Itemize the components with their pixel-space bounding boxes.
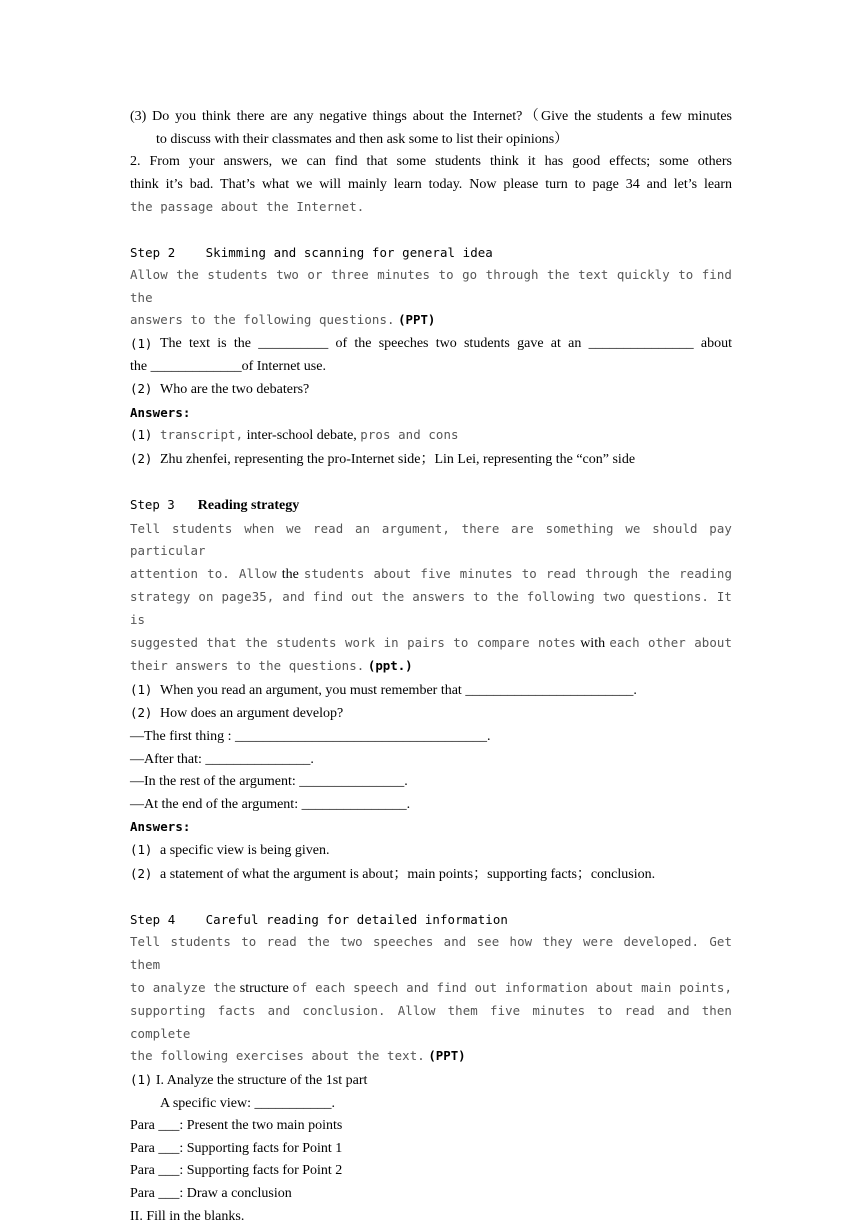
step-3-answer-1-text: a specific view is being given. xyxy=(160,843,330,858)
step-3-desc-line-5 xyxy=(130,655,732,679)
step-2-question-2 xyxy=(130,378,732,402)
step-3-desc-line-4 xyxy=(130,632,732,656)
step-2-question-1-line-1 xyxy=(130,333,732,356)
step-4-desc-line-2a: to analyze the xyxy=(130,980,236,995)
step-3-heading-label: Step 3 xyxy=(130,497,175,512)
step-2-answer-2-number: (2) xyxy=(130,448,160,471)
step-4-exercise-1-number: (1) xyxy=(130,1072,152,1087)
step-3-answer-2-text: a statement of what the argument is about；main points；supporting facts；conclusion. xyxy=(160,867,655,882)
question-3-line-1: (3) Do you think there are any negative things about the Internet?（Give the students a few minutes xyxy=(130,106,732,129)
step-4-ppt-tag: (PPT) xyxy=(428,1048,465,1063)
spacer xyxy=(130,472,732,495)
step-2-answer-1 xyxy=(130,424,732,448)
step-4-para-2: Para ___: Supporting facts for Point 1 xyxy=(130,1138,732,1161)
question-3-line-2: to discuss with their classmates and then ask some to list their opinions） xyxy=(130,129,732,152)
step-4-fill-in-blanks: II. Fill in the blanks. xyxy=(130,1206,732,1228)
step-3-development-3: —In the rest of the argument: _______________. xyxy=(130,771,732,794)
step-2-answers-label: Answers: xyxy=(130,402,732,425)
document-page xyxy=(130,106,732,1228)
step-3-development-4: —At the end of the argument: _______________. xyxy=(130,794,732,817)
step-3-desc-line-2a: attention to. Allow xyxy=(130,566,277,581)
step-3-question-1 xyxy=(130,679,732,703)
step-3-desc-line-1: Tell students when we read an argument, there are something we should pay particular xyxy=(130,518,732,563)
step-2-answer-2-text: Zhu zhenfei, representing the pro-Internet side；Lin Lei, representing the “con” side xyxy=(160,452,635,467)
step-2-answer-1-number: (1) xyxy=(130,424,160,447)
step-4-desc-line-4 xyxy=(130,1045,732,1069)
step-3-answer-1-number: (1) xyxy=(130,839,160,862)
step-2-desc-text: answers to the following questions. xyxy=(130,312,395,327)
step-4-para-3: Para ___: Supporting facts for Point 2 xyxy=(130,1160,732,1183)
step-2-question-2-text: Who are the two debaters? xyxy=(160,382,309,397)
step-3-desc-line-2c: students about five minutes to read through the reading xyxy=(304,566,732,581)
step-4-desc-line-2b: structure xyxy=(240,981,289,996)
step-3-question-1-number: (1) xyxy=(130,679,160,702)
step-2-heading: Step 2 Skimming and scanning for general idea xyxy=(130,242,732,265)
step-4-desc-line-2c: of each speech and find out information about main points, xyxy=(292,980,732,995)
step-2-answer-2 xyxy=(130,448,732,472)
step-3-heading xyxy=(130,494,732,518)
step-3-desc-line-5-text: their answers to the questions. xyxy=(130,658,364,673)
step-3-development-1: —The first thing : ____________________________________. xyxy=(130,726,732,749)
step-4-desc-line-4-text: the following exercises about the text. xyxy=(130,1048,425,1063)
step-2-question-1-text: The text is the __________ of the speeches two students gave at an _______________ about xyxy=(160,333,732,356)
step-4-desc-line-3: supporting facts and conclusion. Allow them five minutes to read and then complete xyxy=(130,1000,732,1045)
step-2-desc-line-2 xyxy=(130,309,732,333)
step-4-heading: Step 4 Careful reading for detailed information xyxy=(130,909,732,932)
step-2-answer-1-part-2: inter-school debate, xyxy=(247,428,357,443)
step-3-development-2: —After that: _______________. xyxy=(130,749,732,772)
step-3-desc-line-4b: with xyxy=(580,636,605,651)
step-2-question-1-line-2: the _____________of Internet use. xyxy=(130,356,732,379)
step-4-para-4: Para ___: Draw a conclusion xyxy=(130,1183,732,1206)
paragraph-2-line-2: think it’s bad. That’s what we will mainly learn today. Now please turn to page 34 and let’s learn xyxy=(130,174,732,197)
step-3-desc-line-3: strategy on page35, and find out the answers to the following two questions. It is xyxy=(130,586,732,631)
spacer xyxy=(130,886,732,909)
step-2-answer-1-part-3: pros and cons xyxy=(360,427,458,442)
step-3-question-2 xyxy=(130,702,732,726)
spacer xyxy=(130,219,732,242)
step-2-ppt-tag: (PPT) xyxy=(398,312,435,327)
step-3-desc-line-2b: the xyxy=(282,567,299,582)
step-2-desc-line-1: Allow the students two or three minutes to go through the text quickly to find the xyxy=(130,264,732,309)
step-3-desc-line-4c: each other about xyxy=(609,635,732,650)
step-3-heading-title: Reading strategy xyxy=(198,498,300,513)
step-3-question-1-text: When you read an argument, you must remember that ________________________. xyxy=(160,683,637,698)
step-3-answers-label: Answers: xyxy=(130,816,732,839)
step-3-ppt-tag: (ppt.) xyxy=(368,658,413,673)
step-4-specific-view: A specific view: ___________. xyxy=(130,1093,732,1116)
step-2-answer-1-part-1: transcript, xyxy=(160,427,243,442)
step-2-question-2-number: (2) xyxy=(130,378,160,401)
step-3-question-2-text: How does an argument develop? xyxy=(160,706,343,721)
step-3-answer-1 xyxy=(130,839,732,863)
step-4-exercise-1 xyxy=(130,1069,732,1093)
step-3-answer-2-number: (2) xyxy=(130,863,160,886)
step-4-desc-line-1: Tell students to read the two speeches and see how they were developed. Get them xyxy=(130,931,732,976)
step-3-desc-line-2 xyxy=(130,563,732,587)
step-3-desc-line-4a: suggested that the students work in pairs to compare notes xyxy=(130,635,576,650)
step-3-answer-2 xyxy=(130,863,732,887)
step-2-question-1-number: (1) xyxy=(130,333,160,356)
step-4-para-1: Para ___: Present the two main points xyxy=(130,1115,732,1138)
step-4-exercise-1-title: I. Analyze the structure of the 1st part xyxy=(156,1073,367,1088)
paragraph-2-line-1: 2. From your answers, we can find that some students think it has good effects; some others xyxy=(130,151,732,174)
paragraph-2-line-3: the passage about the Internet. xyxy=(130,196,732,219)
step-4-desc-line-2 xyxy=(130,977,732,1001)
step-3-question-2-number: (2) xyxy=(130,702,160,725)
